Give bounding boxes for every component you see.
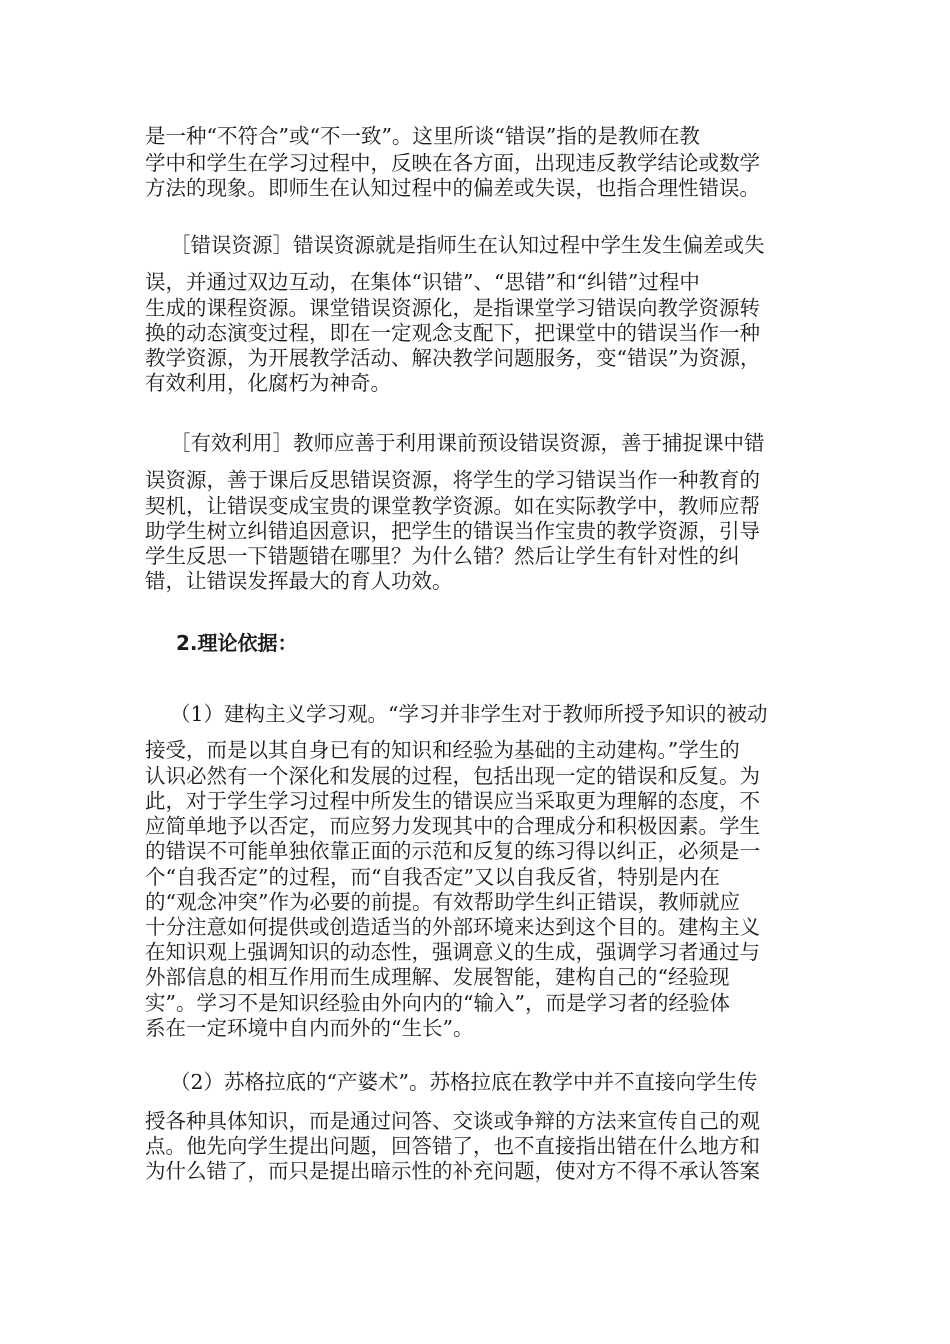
paragraph-line: 授各种具体知识，而是通过问答、交谈或争辩的方法来宣传自己的观 <box>145 1109 760 1133</box>
paragraph-line: 误资源，善于课后反思错误资源，将学生的学习错误当作一种教育的 <box>145 468 760 492</box>
paragraph-line: 外部信息的相互作用而生成理解、发展智能，建构自己的“经验现 <box>145 965 730 989</box>
paragraph-line: 是一种“不符合”或“不一致”。这里所谈“错误”指的是教师在教 <box>145 124 700 148</box>
paragraph-line: 此，对于学生学习过程中所发生的错误应当采取更为理解的态度，不 <box>145 789 760 813</box>
paragraph-line: ［错误资源］错误资源就是指师生在认知过程中学生发生偏差或失 <box>170 233 765 257</box>
section-heading: 2.理论依据： <box>176 631 298 655</box>
paragraph-line: 方法的现象。即师生在认知过程中的偏差或失误，也指合理性错误。 <box>145 176 760 200</box>
paragraph-line: 误，并通过双边互动，在集体“识错”、“思错”和“纠错”过程中 <box>145 270 700 294</box>
paragraph-line: ［有效利用］教师应善于利用课前预设错误资源，善于捕捉课中错 <box>170 431 765 455</box>
paragraph-line: 教学资源，为开展教学活动、解决教学问题服务，变“错误”为资源， <box>145 346 761 370</box>
paragraph-line: 点。他先向学生提出问题，回答错了，也不直接指出错在什么地方和 <box>145 1134 760 1158</box>
paragraph-line: 的“观念冲突”作为必要的前提。有效帮助学生纠正错误，教师就应 <box>145 890 740 914</box>
paragraph-line: 应简单地予以否定，而应努力发现其中的合理成分和积极因素。学生 <box>145 814 760 838</box>
paragraph-line: 个“自我否定”的过程，而“自我否定”又以自我反省，特别是内在 <box>145 865 720 889</box>
paragraph-line: 学中和学生在学习过程中，反映在各方面，出现违反教学结论或数学 <box>145 151 760 175</box>
paragraph-line: 实”。学习不是知识经验由外向内的“输入”，而是学习者的经验体 <box>145 991 730 1015</box>
paragraph-line: 系在一定环境中自内而外的“生长”。 <box>145 1016 474 1040</box>
paragraph-line: 换的动态演变过程，即在一定观念支配下，把课堂中的错误当作一种 <box>145 321 760 345</box>
paragraph-line: 十分注意如何提供或创造适当的外部环境来达到这个目的。建构主义 <box>145 915 760 939</box>
paragraph-line: 助学生树立纠错追因意识，把学生的错误当作宝贵的教学资源，引导 <box>145 519 760 543</box>
paragraph-line: 学生反思一下错题错在哪里？为什么错？然后让学生有针对性的纠 <box>145 544 740 568</box>
paragraph-line: 认识必然有一个深化和发展的过程，包括出现一定的错误和反复。为 <box>145 764 760 788</box>
paragraph-line: 生成的课程资源。课堂错误资源化，是指课堂学习错误向教学资源转 <box>145 296 760 320</box>
paragraph-line: 为什么错了，而只是提出暗示性的补充问题，使对方不得不承认答案 <box>145 1159 760 1183</box>
paragraph-line: 有效利用，化腐朽为神奇。 <box>145 371 391 395</box>
paragraph-line: （1）建构主义学习观。“学习并非学生对于教师所授予知识的被动 <box>170 702 768 726</box>
paragraph-line: 错，让错误发挥最大的育人功效。 <box>145 569 453 593</box>
paragraph-line: （2）苏格拉底的“产婆术”。苏格拉底在教学中并不直接向学生传 <box>170 1070 758 1094</box>
paragraph-line: 接受，而是以其自身已有的知识和经验为基础的主动建构。”学生的 <box>145 738 740 762</box>
paragraph-line: 契机，让错误变成宝贵的课堂教学资源。如在实际教学中，教师应帮 <box>145 494 760 518</box>
paragraph-line: 在知识观上强调知识的动态性，强调意义的生成，强调学习者通过与 <box>145 940 760 964</box>
paragraph-line: 的错误不可能单独依靠正面的示范和反复的练习得以纠正，必须是一 <box>145 839 760 863</box>
